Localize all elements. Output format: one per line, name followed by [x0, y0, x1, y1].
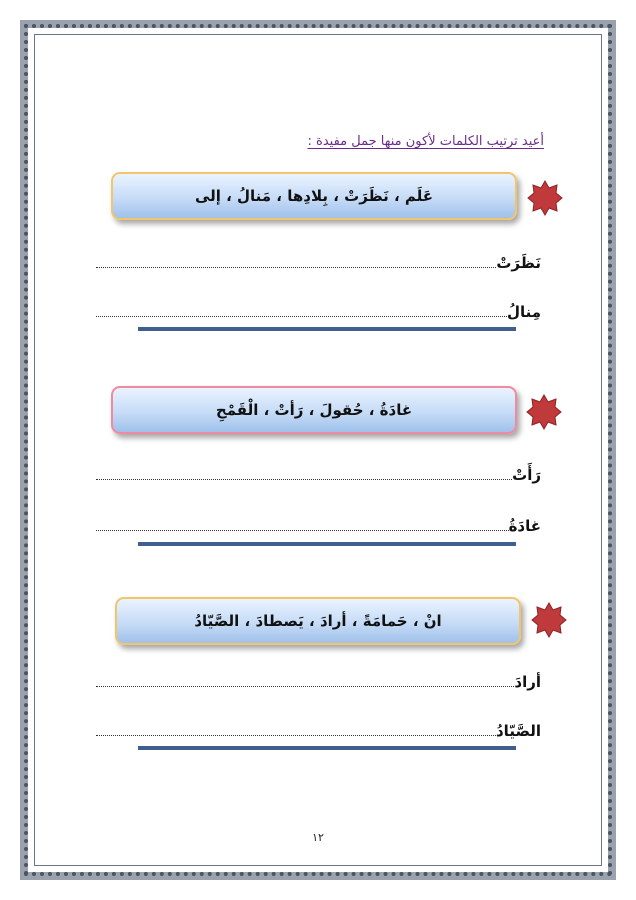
page-number: ١٢ [312, 831, 324, 844]
starter-word: مِنالُ [506, 303, 541, 321]
section-separator [138, 542, 516, 546]
starter-word: رَأَتْ [512, 466, 541, 484]
word-box-3: انْ ، حَمامَةً ، أرادَ ، يَصطادَ ، الصَّيّادُ [115, 597, 521, 645]
dotted-line [96, 478, 512, 480]
answer-line-2-1[interactable] [96, 461, 541, 483]
star-badge-icon [527, 180, 563, 216]
dotted-line [96, 734, 496, 736]
dotted-line [96, 315, 507, 317]
answer-line-1-1[interactable] [96, 249, 541, 271]
section-separator [138, 746, 516, 750]
answer-line-1-2[interactable] [96, 298, 541, 320]
starter-word: أرادَ [514, 673, 541, 691]
star-badge-icon [531, 602, 567, 638]
instruction-text: أعيد ترتيب الكلمات لأكون منها جمل مفيدة : [307, 134, 544, 149]
starter-word: غادَةُ [508, 517, 541, 535]
section-separator [138, 327, 516, 331]
starter-word: الصَّيّادُ [495, 722, 541, 740]
dotted-line [96, 266, 496, 268]
page-border-inner [34, 34, 602, 866]
dotted-line [96, 685, 514, 687]
answer-line-3-2[interactable] [96, 717, 541, 739]
answer-line-2-2[interactable] [96, 512, 541, 534]
word-box-1: عَلَم ، نَظَرَتْ ، بِلادِها ، مَنالُ ، إلى [111, 172, 517, 220]
starter-word: نَظَرَتْ [496, 254, 541, 272]
dotted-line [96, 529, 509, 531]
star-badge-icon [526, 394, 562, 430]
answer-line-3-1[interactable] [96, 668, 541, 690]
word-box-2: غادَةُ ، حُقولَ ، رَأتْ ، الْقَمْحِ [111, 386, 517, 434]
